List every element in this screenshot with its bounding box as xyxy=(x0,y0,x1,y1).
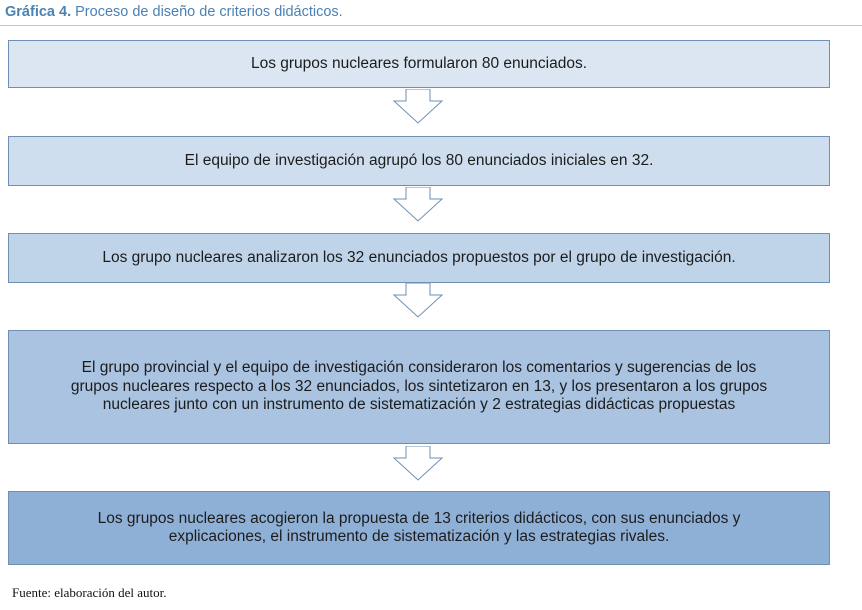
step-3-text: Los grupo nucleares analizaron los 32 enunciados propuestos por el grupo de investigación. xyxy=(102,248,736,266)
step-box-1 xyxy=(8,40,830,88)
step-box-2 xyxy=(8,136,830,186)
figure-label: Gráfica 4. xyxy=(5,4,72,20)
figure-caption: Proceso de diseño de criterios didácticos. xyxy=(75,4,343,20)
source-note: Fuente: elaboración del autor. xyxy=(12,585,167,600)
down-arrow-icon xyxy=(392,89,444,125)
step-box-4 xyxy=(8,330,830,444)
down-arrow-icon xyxy=(392,283,444,319)
step-5-text: Los grupos nucleares acogieron la propuesta de 13 criterios didácticos, con sus enunciados y explicaciones, el instrumento de sistematización y las estrategias rivales. xyxy=(97,509,741,545)
step-4-text: El grupo provincial y el equipo de investigación consideraron los comentarios y sugerencias de los grupos nucleares respecto a los 32 enunciados, los sintetizaron en 13, y los presentaron a los grupos nucleares junto con un instrumento de sistematización y 2 estrategias didácticas propuestas xyxy=(70,359,768,414)
step-box-5 xyxy=(8,491,830,565)
step-1-text: Los grupos nucleares formularon 80 enunciados. xyxy=(250,54,588,72)
step-2-text: El equipo de investigación agrupó los 80 enunciados iniciales en 32. xyxy=(184,151,654,169)
figure-title xyxy=(5,4,343,20)
step-box-3 xyxy=(8,233,830,283)
title-divider xyxy=(0,25,862,26)
down-arrow-icon xyxy=(392,446,444,482)
down-arrow-icon xyxy=(392,187,444,223)
